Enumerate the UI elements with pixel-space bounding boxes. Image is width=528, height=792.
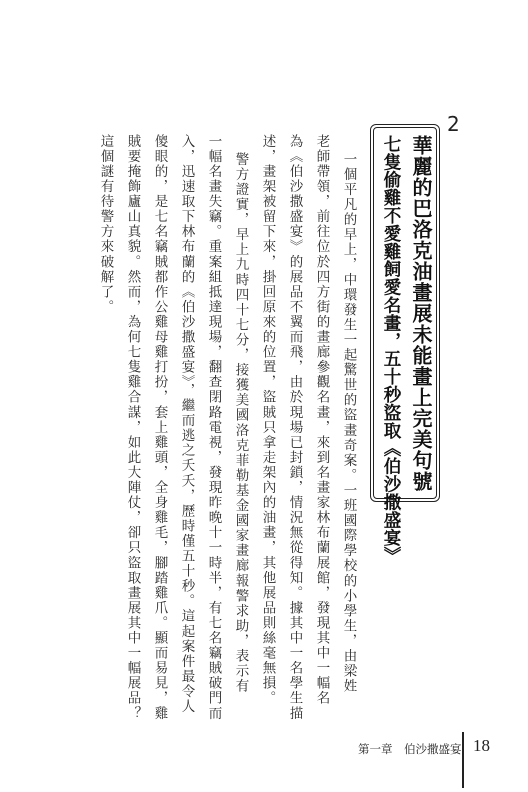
title-line-1: 華麗的巴洛克油畫展未能畫上完美句號 bbox=[409, 135, 433, 492]
body-column: 述，畫架被留下來，掛回原來的位置，盜賊只拿走架內的油畫，其他展品則絲毫無損。 bbox=[259, 134, 276, 706]
body-column: 老師帶領，前往位於四方街的畫廊參觀名畫，來到名畫家林布蘭展館，發現其中一幅名 bbox=[313, 134, 330, 706]
page-number: 18 bbox=[473, 736, 490, 755]
body-column: 為《伯沙撒盛宴》的展品不翼而飛，由於現場已封鎖，情況無從得知。據其中一名學生描 bbox=[286, 134, 303, 721]
body-column: 賊要掩飾廬山真貌。然而，為何七隻雞合謀，如此大陣仗，卻只盜取畫展其中一幅展品？ bbox=[124, 134, 141, 721]
body-column: 一個平凡的早上，中環發生一起驚世的盜畫奇案。一班國際學校的小學生，由梁姓 bbox=[340, 152, 357, 694]
body-column: 一幅名畫失竊。重案組抵達現場，翻查閉路電視，發現昨晚十一時半，有七名竊賊破門而 bbox=[205, 134, 222, 721]
chapter-number: 2 bbox=[447, 112, 460, 136]
title-line-2: 七隻偷雞不愛雞飼愛名畫，五十秒盜取《伯沙撒盛宴》 bbox=[381, 135, 401, 565]
body-column: 警方證實，早上九時四十七分，接獲美國洛克菲勒基金國家畫廊報警求助，表示有 bbox=[232, 152, 249, 694]
footer-divider bbox=[462, 732, 464, 788]
running-footer-chapter: 第一章 伯沙撒盛宴 bbox=[358, 742, 462, 756]
body-column: 入，迅速取下林布蘭的《伯沙撒盛宴》，繼而逃之夭夭，歷時僅五十秒。這起案件最令人 bbox=[178, 134, 195, 715]
body-column: 傻眼的，是七名竊賊都作公雞母雞打扮，套上雞頭，全身雞毛，腳踏雞爪。顯而易見，雞 bbox=[151, 134, 168, 721]
title-box bbox=[370, 124, 440, 565]
body-column: 這個謎有待警方來破解了。 bbox=[97, 134, 114, 315]
body-text bbox=[82, 134, 357, 721]
